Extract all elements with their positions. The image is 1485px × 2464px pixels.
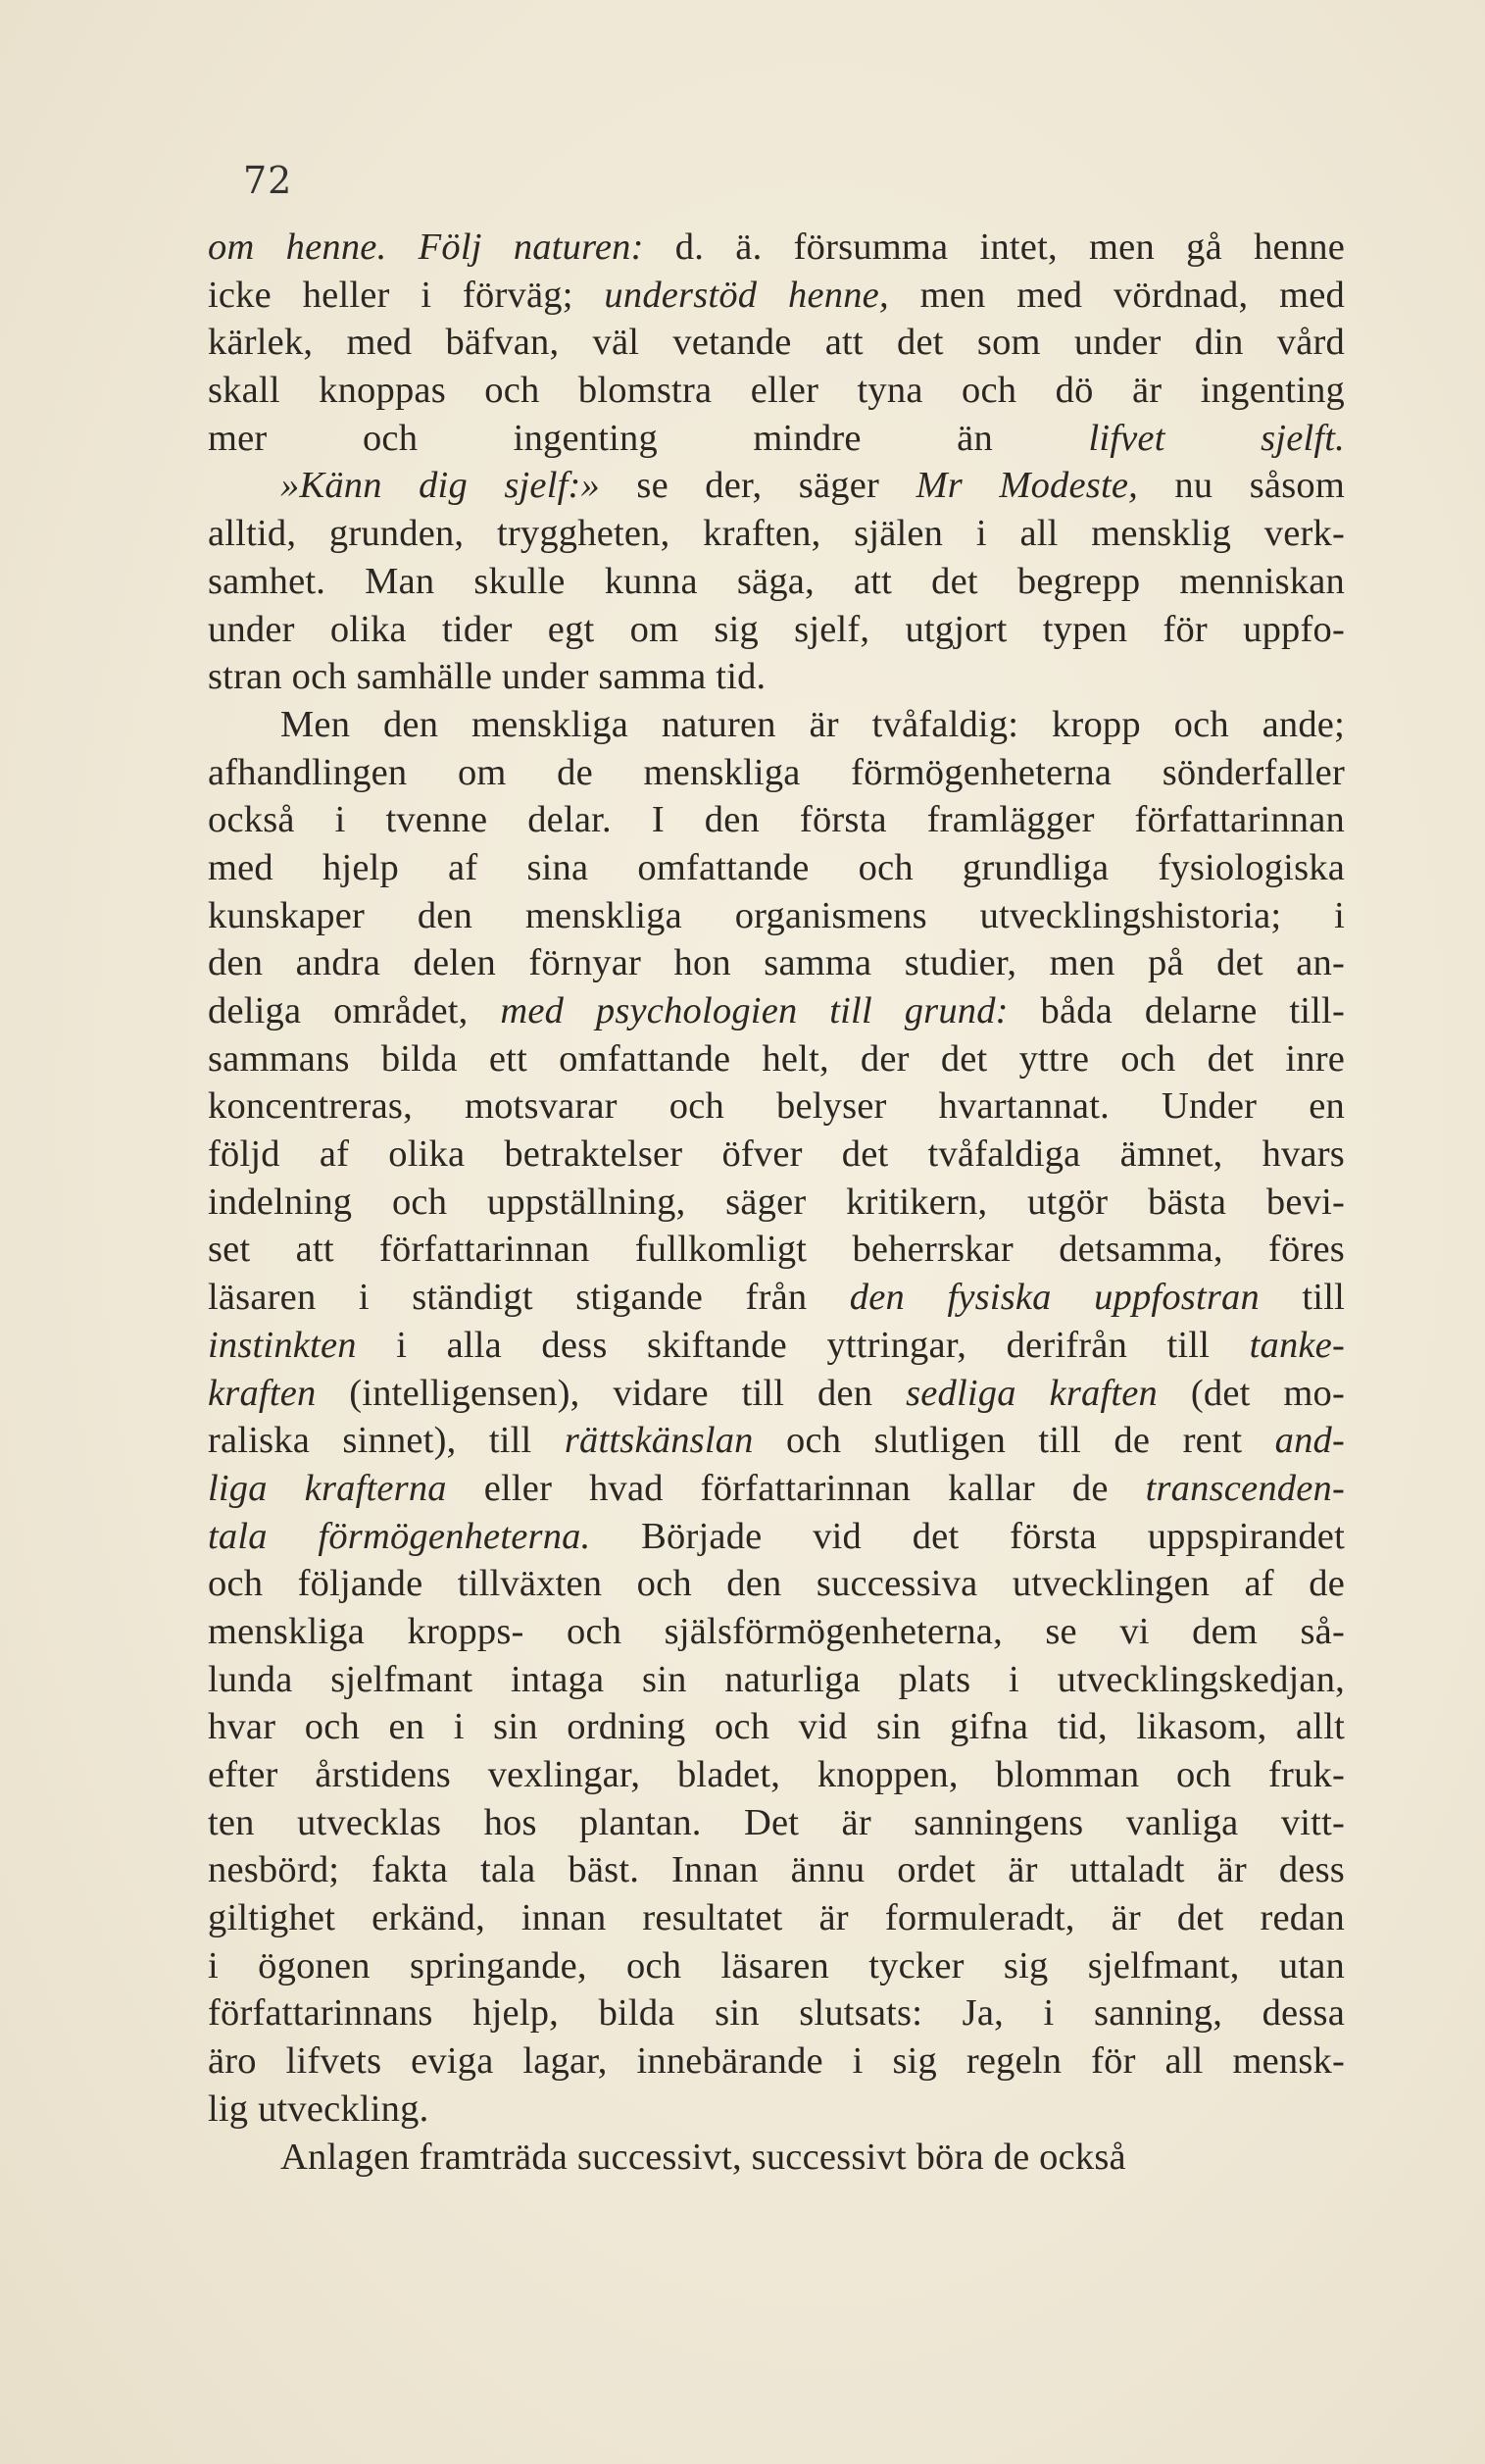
- text-line: [208, 1513, 1345, 1561]
- text-line: [208, 415, 1345, 463]
- text-line: [208, 1131, 1345, 1179]
- text-line: [208, 1370, 1345, 1418]
- italic-text: rättskänslan: [564, 1420, 754, 1462]
- text-line: [208, 1465, 1345, 1513]
- text-line: [208, 462, 1345, 510]
- text-segment: kärlek, med bäfvan, väl vetande att det som under din vård: [208, 322, 1345, 364]
- text-line: [208, 1560, 1345, 1608]
- text-segment: sammans bilda ett omfattande helt, der det yttre och det inre: [208, 1037, 1345, 1080]
- text-segment: koncentreras, motsvarar och belyser hvartannat. Under en: [208, 1085, 1345, 1128]
- italic-text: »Känn dig sjelf:»: [280, 465, 600, 507]
- text-segment: stran och samhälle under samma tid.: [208, 656, 767, 698]
- text-segment: författarinnans hjelp, bilda sin slutsats: Ja, i sanning, dessa: [208, 1992, 1345, 2035]
- text-segment: (det mo-: [1158, 1372, 1345, 1414]
- text-line: [208, 510, 1345, 558]
- text-segment: mer och ingenting mindre än: [208, 417, 1089, 459]
- italic-text: transcenden-: [1145, 1467, 1345, 1509]
- text-line: [208, 939, 1345, 987]
- page-number: 72: [243, 159, 293, 202]
- text-line: [208, 1894, 1345, 1942]
- text-line: [208, 2086, 1345, 2134]
- text-line: [208, 1703, 1345, 1751]
- text-line: [208, 1274, 1345, 1322]
- text-segment: Anlagen framträda successivt, successivt böra de också: [280, 2136, 1126, 2178]
- text-segment: afhandlingen om de menskliga förmögenheterna sönderfaller: [208, 751, 1345, 793]
- text-line: [208, 1751, 1345, 1799]
- text-line: [208, 796, 1345, 844]
- text-line: [208, 1608, 1345, 1656]
- text-segment: Började vid det första uppspirandet: [590, 1515, 1345, 1557]
- text-line: [208, 606, 1345, 654]
- text-segment: alltid, grunden, tryggheten, kraften, själen i all mensklig verk-: [208, 513, 1345, 555]
- text-segment: icke heller i förväg;: [208, 274, 605, 316]
- text-line: [208, 701, 1345, 749]
- text-line: [208, 1322, 1345, 1370]
- text-line: [208, 367, 1345, 415]
- text-line: [208, 2134, 1345, 2182]
- text-segment: också i tvenne delar. I den första framlägger författarinnan: [208, 799, 1345, 841]
- text-line: [208, 892, 1345, 940]
- text-segment: och följande tillväxten och den successiva utvecklingen af de: [208, 1563, 1345, 1605]
- text-segment: [386, 226, 418, 268]
- italic-text: den fysiska uppfostran: [849, 1277, 1260, 1319]
- italic-text: tanke-: [1249, 1324, 1345, 1366]
- text-line: [208, 987, 1345, 1035]
- text-line: [208, 1989, 1345, 2037]
- text-segment: följd af olika betraktelser öfver det tvåfaldiga ämnet, hvars: [208, 1133, 1345, 1176]
- italic-text: tala förmögenheterna.: [208, 1515, 591, 1557]
- text-segment: läsaren i ständigt stigande från: [208, 1277, 850, 1319]
- text-line: [208, 1035, 1345, 1083]
- italic-text: med psychologien till grund:: [500, 990, 1009, 1031]
- italic-text: lifvet sjelft.: [1088, 417, 1345, 459]
- text-line: [208, 1799, 1345, 1847]
- italic-text: instinkten: [208, 1324, 357, 1366]
- text-segment: indelning och uppställning, säger kritikern, utgör bästa bevi-: [208, 1181, 1345, 1223]
- text-line: [208, 844, 1345, 892]
- text-line: [208, 749, 1345, 797]
- text-segment: efter årstidens vexlingar, bladet, knoppen, blomman och fruk-: [208, 1754, 1345, 1795]
- text-segment: lunda sjelfmant intaga sin naturliga plats i utvecklingskedjan,: [208, 1658, 1345, 1700]
- italic-text: sedliga kraften: [906, 1372, 1158, 1414]
- italic-text: Följ naturen:: [418, 226, 644, 268]
- text-segment: ten utvecklas hos plantan. Det är sanningens vanliga vitt-: [208, 1801, 1345, 1843]
- text-segment: (intelligensen), vidare till den: [316, 1372, 907, 1414]
- text-segment: den andra delen förnyar hon samma studier, men på det an-: [208, 942, 1345, 984]
- italic-text: om henne.: [208, 226, 387, 268]
- text-line: [208, 2037, 1345, 2086]
- text-segment: samhet. Man skulle kunna säga, att det begrepp menniskan: [208, 560, 1345, 602]
- text-segment: äro lifvets eviga lagar, innebärande i sig regeln för all mensk-: [208, 2040, 1345, 2083]
- text-line: [208, 1082, 1345, 1131]
- text-segment: nesbörd; fakta tala bäst. Innan ännu ordet är uttaladt är dess: [208, 1849, 1345, 1891]
- text-line: [208, 1846, 1345, 1894]
- text-segment: set att författarinnan fullkomligt beherrskar detsamma, föres: [208, 1229, 1345, 1271]
- text-segment: hvar och en i sin ordning och vid sin gifna tid, likasom, allt: [208, 1706, 1345, 1748]
- italic-text: Mr Modeste,: [916, 465, 1138, 507]
- body-text: [208, 224, 1345, 2181]
- text-segment: och slutligen till de rent: [753, 1420, 1275, 1462]
- text-line: [208, 1656, 1345, 1704]
- text-segment: se der, säger: [599, 465, 916, 507]
- text-segment: raliska sinnet), till: [208, 1420, 565, 1462]
- text-segment: men med vördnad, med: [888, 274, 1345, 316]
- text-segment: giltighet erkänd, innan resultatet är formuleradt, är det redan: [208, 1897, 1345, 1939]
- text-line: [208, 1179, 1345, 1227]
- italic-text: and-: [1274, 1420, 1346, 1462]
- text-segment: eller hvad författarinnan kallar de: [446, 1467, 1146, 1509]
- text-segment: i ögonen springande, och läsaren tycker sig sjelfmant, utan: [208, 1944, 1345, 1986]
- text-segment: skall knoppas och blomstra eller tyna och dö är ingenting: [208, 370, 1345, 412]
- text-segment: d. ä. försumma intet, men gå henne: [643, 226, 1346, 268]
- text-segment: lig utveckling.: [208, 2087, 429, 2130]
- text-line: [208, 1942, 1345, 1990]
- text-line: [208, 558, 1345, 606]
- text-segment: i alla dess skiftande yttringar, derifrån till: [356, 1324, 1250, 1366]
- text-segment: till: [1259, 1277, 1345, 1319]
- text-segment: menskliga kropps- och själsförmögenheterna, se vi dem så-: [208, 1610, 1345, 1652]
- text-segment: kunskaper den menskliga organismens utvecklingshistoria; i: [208, 894, 1345, 936]
- text-segment: deliga området,: [208, 990, 501, 1031]
- text-line: [208, 1417, 1345, 1465]
- text-segment: båda delarne till-: [1008, 990, 1345, 1031]
- text-segment: Men den menskliga naturen är tvåfaldig: kropp och ande;: [280, 703, 1345, 745]
- text-line: [208, 224, 1345, 272]
- italic-text: kraften: [208, 1372, 317, 1414]
- italic-text: liga krafterna: [208, 1467, 447, 1509]
- text-line: [208, 319, 1345, 367]
- text-segment: med hjelp af sina omfattande och grundliga fysiologiska: [208, 846, 1345, 888]
- text-line: [208, 1226, 1345, 1274]
- text-segment: nu såsom: [1137, 465, 1345, 507]
- text-line: [208, 272, 1345, 320]
- text-segment: under olika tider egt om sig sjelf, utgjort typen för uppfo-: [208, 608, 1345, 650]
- text-line: [208, 653, 1345, 701]
- italic-text: understöd henne,: [604, 274, 889, 316]
